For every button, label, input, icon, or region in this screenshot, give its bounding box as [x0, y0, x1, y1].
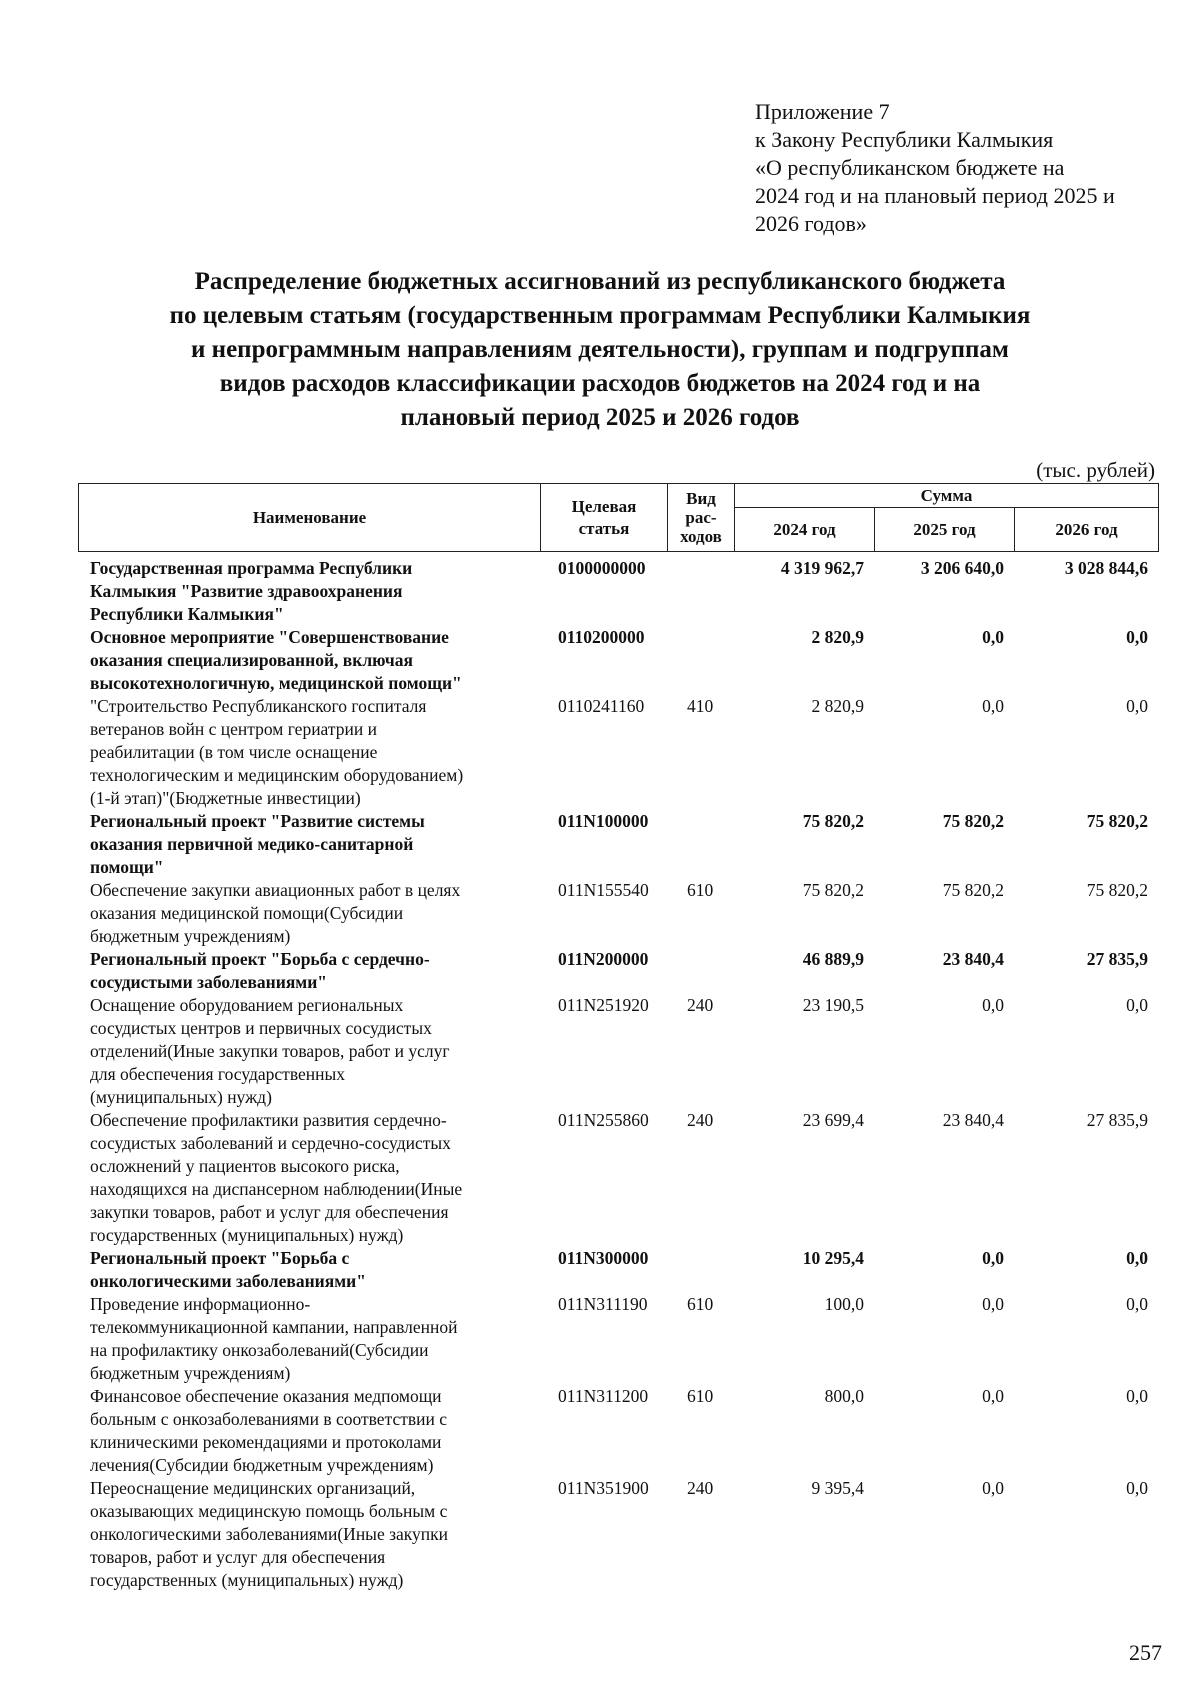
table-row [78, 1293, 1158, 1385]
row-2024: 10 295,4 [802, 1248, 864, 1268]
table-row [78, 1477, 1158, 1592]
row-2025: 23 840,4 [942, 949, 1004, 969]
row-code: 0110200000 [558, 627, 645, 647]
row-2025: 0,0 [982, 1294, 1004, 1314]
row-vid [667, 948, 734, 994]
row-name: "Строительство Республиканского госпиталя ветеранов войн с центром гериатрии и реабилитации (в том числе оснащение технологическим и медицинским оборудованием) (1-й этап)"(Бюджетные инвестиции) [90, 696, 464, 808]
row-2026: 0,0 [1126, 1248, 1148, 1268]
row-name: Региональный проект "Развитие системы оказания первичной медико-санитарной помощи" [90, 811, 425, 877]
table-row [78, 1247, 1158, 1293]
row-2025: 75 820,2 [942, 811, 1004, 831]
row-vid [667, 626, 734, 695]
row-2026: 0,0 [1126, 995, 1148, 1015]
row-name: Региональный проект "Борьба с сердечно- сосудистыми заболеваниями" [90, 949, 430, 992]
table-row [78, 879, 1158, 948]
row-2025: 23 840,4 [942, 1110, 1004, 1130]
row-2025: 0,0 [982, 1478, 1004, 1498]
row-2026: 0,0 [1126, 1386, 1148, 1406]
row-2026: 3 028 844,6 [1064, 558, 1148, 578]
row-2025: 0,0 [982, 1386, 1004, 1406]
row-name: Региональный проект "Борьба с онкологическими заболеваниями" [90, 1248, 366, 1291]
appendix-line: 2024 год и на плановый период 2025 и [755, 183, 1115, 208]
row-2026: 27 835,9 [1086, 949, 1148, 969]
budget-table [78, 557, 1158, 1592]
row-name: Обеспечение профилактики развития сердечно- сосудистых заболеваний и сердечно-сосудистых осложнений у пациентов высокого риска, находящихся на диспансерном наблюдении(Иные закупки товаров, работ и услуг для обеспечения государственных (муниципальных) нужд) [90, 1110, 463, 1245]
row-2026: 75 820,2 [1086, 811, 1148, 831]
row-vid: 610 [687, 1294, 714, 1314]
header-code: Целевая статья [541, 484, 668, 552]
row-2024: 46 889,9 [802, 949, 864, 969]
page-number: 257 [1129, 1640, 1162, 1665]
row-2025: 75 820,2 [942, 880, 1004, 900]
row-2024: 75 820,2 [802, 880, 864, 900]
row-2024: 100,0 [824, 1294, 864, 1314]
row-code: 011N311200 [558, 1386, 649, 1406]
row-2024: 2 820,9 [811, 627, 864, 647]
row-2025: 3 206 640,0 [920, 558, 1004, 578]
row-code: 011N255860 [558, 1110, 649, 1130]
row-2026: 0,0 [1126, 627, 1148, 647]
row-name: Обеспечение закупки авиационных работ в целях оказания медицинской помощи(Субсидии бюджетным учреждениям) [90, 880, 461, 946]
row-2024: 800,0 [824, 1386, 864, 1406]
header-2024: 2024 год [735, 508, 875, 552]
header-name: Наименование [79, 484, 541, 552]
row-vid [667, 810, 734, 879]
table-row [78, 695, 1158, 810]
row-2024: 23 190,5 [802, 995, 864, 1015]
row-vid: 240 [687, 1478, 714, 1498]
row-vid [667, 557, 734, 626]
row-2025: 0,0 [982, 995, 1004, 1015]
row-2026: 75 820,2 [1086, 880, 1148, 900]
row-2024: 4 319 962,7 [780, 558, 864, 578]
title-line: плановый период 2025 и 2026 годов [400, 404, 800, 431]
row-code: 011N300000 [558, 1248, 649, 1268]
appendix-line: к Закону Республики Калмыкия [755, 127, 1054, 152]
appendix-line: «О республиканском бюджете на [755, 155, 1065, 180]
row-2024: 9 395,4 [811, 1478, 864, 1498]
table-header [78, 483, 1159, 552]
title-line: и непрограммным направлениям деятельности), группам и подгруппам [191, 336, 1009, 363]
row-code: 011N351900 [558, 1478, 649, 1498]
header-2025: 2025 год [875, 508, 1015, 552]
table-row [78, 1109, 1158, 1247]
header-vid: Вид рас- ходов [668, 484, 735, 552]
units-label: (тыс. рублей) [1036, 458, 1155, 482]
row-vid: 610 [687, 880, 714, 900]
row-code: 0110241160 [558, 696, 645, 716]
row-name: Оснащение оборудованием региональных сосудистых центров и первичных сосудистых отделений(Иные закупки товаров, работ и услуг для обеспечения государственных (муниципальных) нужд) [90, 995, 450, 1107]
row-vid: 610 [687, 1386, 714, 1406]
table-row [78, 1385, 1158, 1477]
row-vid [667, 1247, 734, 1293]
row-2025: 0,0 [982, 627, 1004, 647]
title-line: Распределение бюджетных ассигнований из республиканского бюджета [194, 268, 1006, 295]
table-row [78, 994, 1158, 1109]
row-2024: 75 820,2 [802, 811, 864, 831]
row-2024: 23 699,4 [802, 1110, 864, 1130]
row-name: Основное мероприятие "Совершенствование оказания специализированной, включая высокотехнологичную, медицинской помощи" [90, 627, 462, 693]
table-row [78, 948, 1158, 994]
row-code: 011N251920 [558, 995, 649, 1015]
title-line: видов расходов классификации расходов бюджетов на 2024 год и на [219, 370, 981, 397]
table-row [78, 557, 1158, 626]
row-2026: 0,0 [1126, 1294, 1148, 1314]
document-title [100, 265, 1100, 435]
row-code: 011N311190 [558, 1294, 648, 1314]
row-name: Переоснащение медицинских организаций, оказывающих медицинскую помощь больным с онкологическими заболеваниями(Иные закупки товаров, работ и услуг для обеспечения государственных (муниципальных) нужд) [90, 1478, 448, 1590]
row-vid: 240 [687, 995, 714, 1015]
row-vid: 410 [687, 696, 714, 716]
row-2026: 27 835,9 [1086, 1110, 1148, 1130]
row-2025: 0,0 [982, 696, 1004, 716]
appendix-line: Приложение 7 [755, 99, 890, 124]
row-vid: 240 [687, 1110, 714, 1130]
table-row [78, 626, 1158, 695]
row-2026: 0,0 [1126, 696, 1148, 716]
title-line: по целевым статьям (государственным программам Республики Калмыкия [169, 302, 1031, 329]
row-2025: 0,0 [982, 1248, 1004, 1268]
row-name: Государственная программа Республики Калмыкия "Развитие здравоохранения Республики Калмыкия" [90, 558, 413, 624]
row-code: 011N200000 [558, 949, 649, 969]
appendix-note [755, 98, 1115, 238]
row-2024: 2 820,9 [811, 696, 864, 716]
header-2026: 2026 год [1015, 508, 1159, 552]
table-row [78, 810, 1158, 879]
row-2026: 0,0 [1126, 1478, 1148, 1498]
row-name: Проведение информационно- телекоммуникационной кампании, направленной на профилактику онкозаболеваний(Субсидии бюджетным учреждениям) [90, 1294, 458, 1383]
appendix-line: 2026 годов» [755, 211, 867, 236]
row-code: 0100000000 [558, 558, 646, 578]
row-name: Финансовое обеспечение оказания медпомощи больным с онкозаболеваниями в соответствии с клиническими рекомендациями и протоколами лечения(Субсидии бюджетным учреждениям) [90, 1386, 447, 1475]
row-code: 011N100000 [558, 811, 649, 831]
row-code: 011N155540 [558, 880, 649, 900]
header-sum: Сумма [735, 484, 1159, 508]
